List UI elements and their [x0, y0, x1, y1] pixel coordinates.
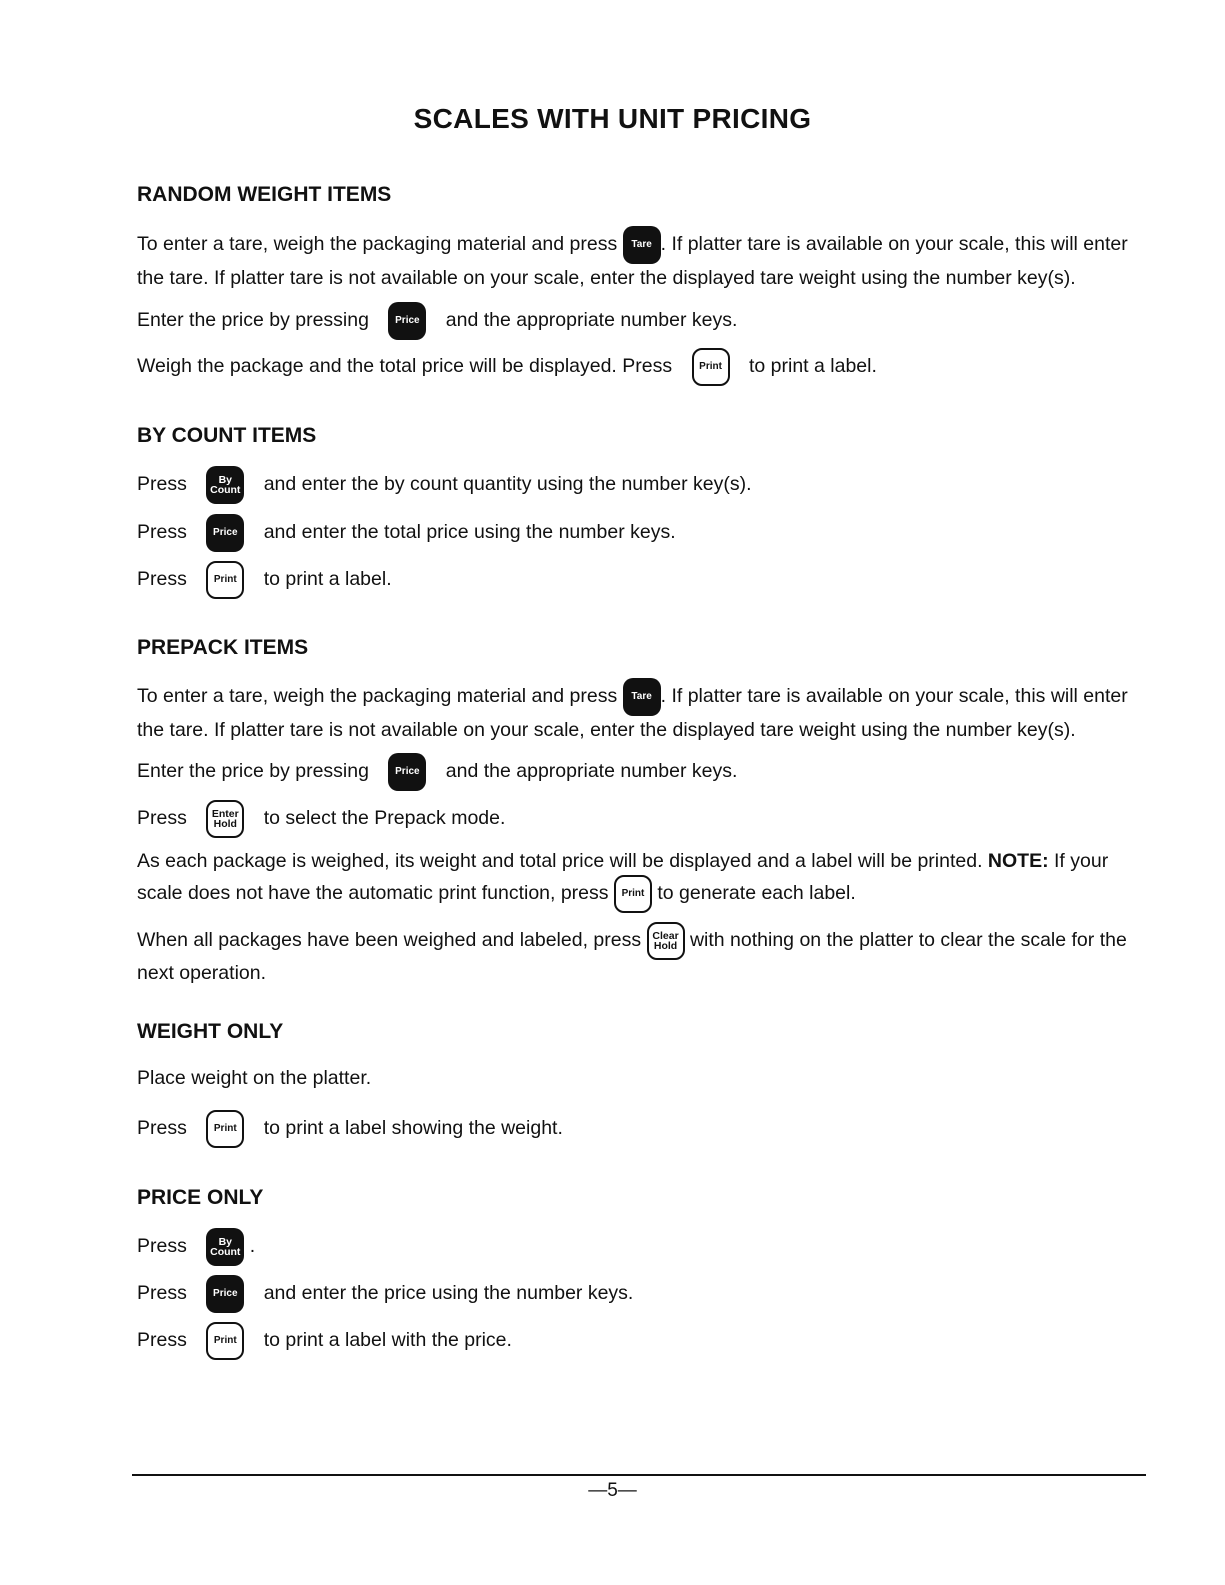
random-print-line — [137, 348, 877, 386]
prepack-enter-hold-line — [137, 800, 505, 838]
bycount-line-3 — [137, 561, 392, 599]
priceonly-line-2 — [137, 1275, 633, 1313]
print-key-icon: Print — [206, 1110, 244, 1148]
print-key-icon: Print — [206, 1322, 244, 1360]
text: and the appropriate number keys. — [445, 760, 738, 783]
heading-price-only: PRICE ONLY — [137, 1186, 264, 1209]
text: to print a label with the price. — [263, 1329, 512, 1352]
price-key-icon: Price — [206, 1275, 244, 1313]
text: To enter a tare, weigh the packaging material and press — [137, 685, 618, 708]
by-count-key-icon: By Count — [206, 466, 244, 504]
price-key-icon: Price — [388, 753, 426, 791]
text: Press — [137, 1117, 187, 1140]
text: to select the Prepack mode. — [263, 807, 506, 830]
text: . If platter tare is available on your scale, this will enter the tare. If platter tare is not available on your scale, enter the displayed tare weight using the number key(s). — [137, 233, 1128, 289]
text: and enter the total price using the number keys. — [263, 521, 676, 544]
heading-random-weight: RANDOM WEIGHT ITEMS — [137, 183, 392, 206]
text: Press — [137, 521, 187, 544]
text: Press — [137, 473, 187, 496]
weightonly-line-1: Place weight on the platter. — [137, 1067, 372, 1089]
text: . — [249, 1235, 256, 1258]
tare-key-icon: Tare — [623, 678, 661, 716]
text: Press — [137, 1282, 187, 1305]
text: Press — [137, 807, 187, 830]
text: Press — [137, 568, 187, 591]
text: and enter the price using the number keys. — [263, 1282, 634, 1305]
weightonly-line-2 — [137, 1110, 563, 1148]
random-price-line — [137, 302, 737, 340]
print-key-icon: Print — [206, 561, 244, 599]
text: Weigh the package and the total price will be displayed. Press — [137, 355, 673, 378]
heading-by-count: BY COUNT ITEMS — [137, 424, 317, 447]
random-tare-paragraph — [137, 226, 1137, 292]
prepack-clear-paragraph — [137, 922, 1137, 986]
prepack-price-line — [137, 753, 737, 791]
text: and enter the by count quantity using the number key(s). — [263, 473, 752, 496]
text: When all packages have been weighed and labeled, press — [137, 929, 642, 952]
heading-weight-only: WEIGHT ONLY — [137, 1020, 284, 1043]
by-count-key-icon: By Count — [206, 1228, 244, 1266]
text: To enter a tare, weigh the packaging material and press — [137, 233, 618, 256]
text: If your scale does not have the automatic print function, press — [137, 850, 1109, 905]
enter-hold-key-icon: Enter Hold — [206, 800, 244, 838]
bycount-line-1 — [137, 466, 752, 504]
heading-prepack: PREPACK ITEMS — [137, 636, 309, 659]
page-number: —5— — [588, 1480, 637, 1501]
text: Press — [137, 1235, 187, 1258]
note-label: NOTE: — [987, 850, 1049, 872]
footer-rule — [132, 1474, 1146, 1476]
priceonly-line-1 — [137, 1228, 255, 1266]
text: to print a label. — [748, 355, 877, 378]
text: Press — [137, 1329, 187, 1352]
text: with nothing on the platter to clear the scale for the next operation. — [137, 929, 1127, 984]
text: to generate each label. — [657, 882, 856, 905]
text: . If platter tare is available on your scale, this will enter the tare. If platter tare is not available on your scale, enter the displayed tare weight using the number key(s). — [137, 685, 1128, 741]
priceonly-line-3 — [137, 1322, 512, 1360]
page-title: SCALES WITH UNIT PRICING — [413, 103, 812, 134]
print-key-icon: Print — [692, 348, 730, 386]
print-key-icon: Print — [614, 875, 652, 913]
bycount-line-2 — [137, 514, 676, 552]
tare-key-icon: Tare — [623, 226, 661, 264]
prepack-tare-paragraph — [137, 678, 1137, 744]
text: Enter the price by pressing — [137, 309, 369, 332]
prepack-note-paragraph — [137, 847, 1137, 913]
text: Enter the price by pressing — [137, 760, 369, 783]
text: As each package is weighed, its weight and total price will be displayed and a label will be printed. — [137, 850, 983, 872]
text: to print a label. — [263, 568, 392, 591]
text: and the appropriate number keys. — [445, 309, 738, 332]
price-key-icon: Price — [206, 514, 244, 552]
price-key-icon: Price — [388, 302, 426, 340]
text: to print a label showing the weight. — [263, 1117, 563, 1140]
clear-hold-key-icon: Clear Hold — [647, 922, 685, 960]
